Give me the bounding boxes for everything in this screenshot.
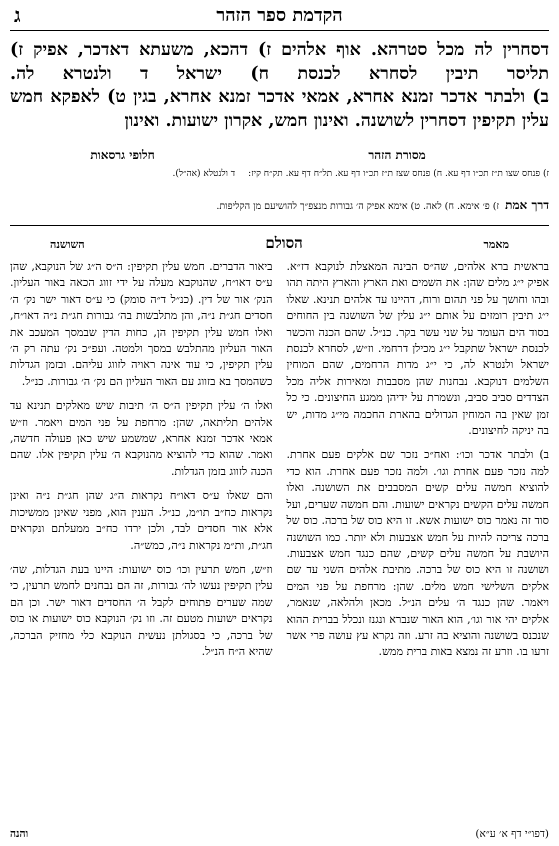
zohar-paragraph-1: דסחרין לה מכל סטרהא. אוף אלהים ז) דהכא, משעתא דאדכר, אפיק ז) תליסר תיבין לסחרא לכנסת ח) ישראל ד ולנטרא לה. xyxy=(10,40,549,84)
chilufei-girsaot xyxy=(10,149,235,181)
masoret-hazohar-text: ז) פנחס שצו ת״ז תכ״ו דף עא. ח) פנחס שצז ת״ז תכ״ו דף עא. תל״ח דף עא. תק״ח קיז: xyxy=(248,169,549,179)
commentary-paragraph: ואלו ה׳ עלין תקיפין ה״ס ה׳ תיבות שיש מאלקים תנינא עד אלהים תליתאה, שהן: מרחפת על פני המים ויאמר. וז״ש אמאי אדכר זמנא אחרא, שמשמע שיש כאן פעולה חדשה, ואמר. שהוא כדי להוציא מהנוקבא ה׳ עלין תקיפין אלו. שהם הכנה לזווג בזמן הגדלות. xyxy=(10,399,273,478)
page-footer xyxy=(10,828,549,840)
running-title: הקדמת ספר הזהר xyxy=(216,5,343,26)
sulam-title: הסולם xyxy=(265,234,303,252)
commentary-header xyxy=(10,234,549,253)
section-divider xyxy=(10,225,549,226)
commentary-paragraph: ב) ולבתר אדכר וכו׳: ואח״כ נזכר שם אלקים פעם אחרת. למה נזכר פעם אחרת וגו׳. ולמה נזכר פעם אחרת. הוא כדי להוציא חמשה עלים קשים המסבבים את השושנה. ואלו חמשה עלים הקשים נקראים ישועות. והם חמשה שערים, ועל סוד זה נאמר כוס ישועות אשא. זו היא כוס של ברכה. כוס של ברכה צריכה להיות על חמש אצבעות ולא יותר. כמו השושנה היושבת על חמשה עלים קשים, שהם כנגד חמש אצבעות. ושושנה זו היא כוס של ברכה. מתיבת אלהים השני עד שם אלקים השלישי חמש מלים. שהן: מרחפת על פני המים ויאמר. שהן כנגד ה׳ עלים הנ״ל. מכאן ולהלאה, שנאמר, אלקים יהי אור וגו׳, הוא האור שנברא ונגנז ונכלל בברית ההוא שנכנס בשושנה והוציא בה זרע. וזה נקרא עץ עושה פרי אשר זרעו בו. וזרע זה נמצא באות ברית ממש. xyxy=(286,448,549,659)
commentary-paragraph: וז״ש, חמש תרעין וכו׳ כוס ישועות: היינו בעת הגדלות, שה׳ עלין תקיפין נעשו לה׳ גבורות, זה הם נבחנים לחמש תרעין, כי שמה שערים פתוחים לקבל ה׳ החסדים דאור ישר. וכן הם נקראים ישועות מטעם זה. וזו נק׳ הנוקבא כוס ישועות או כוס של ברכה, כי בסגולתן נעשית הנוקבא כלי מחזיק הברכה, שהיא ה״ח הנ״ל. xyxy=(10,562,273,658)
derech-emet-label: דרך אמת xyxy=(505,198,549,212)
derech-emet-note xyxy=(10,199,549,213)
commentary-paragraph: ביאור הדברים. חמש עלין תקיפין: ה״ס ה״ג של הנוקבא, שהן ע״ס דאו״ח, שהנוקבא מעלה על ידי זווג הכאה באור העליון. הנק׳ אור של דין. (כנ״ל ד״ה סומק) כי ע״ס דאור ישר נק׳ ה׳ חסדים חג״ת נ״ה, והן מתלבשות בה׳ גבורות חג״ת נ״ה דאו״ח, ואלו חמש עלין תקיפין הן, כחות הדין שבמסך המעכב את האור העליון מהתלבש במסך ולמטה. ועפ״כ נק׳ עתה רק ה׳ עלין תקיפין, כי עוד אינה ראויה לזווג עליהם. ובזמן הגדלות כשהמסך בא בזווג עם האור העליון הם נק׳ ה׳ גבורות. כנ״ל. xyxy=(10,260,273,388)
commentary-left-column xyxy=(10,259,273,669)
sulam-commentary xyxy=(10,259,549,669)
page-header xyxy=(10,0,549,31)
masoret-hazohar xyxy=(245,149,549,181)
chilufei-girsaot-text: ד ולנטלא (אה״ל). xyxy=(172,169,236,179)
commentary-paragraph: והם שאלו ע״ס דאו״ח נקראות ה״ג שהן חג״ת נ״ה ואינן נקראות כח״ב תו״מ, כנ״ל. הענין הוא, מפני שאינן ממשיכות אלא אור חסדים לבד, ולכן ירדו כח״ב ממעלתם ונקראים חג״ת, ות״מ נקראות נ״ה, כמש״ה. xyxy=(10,489,273,552)
textual-apparatus xyxy=(10,149,549,181)
commentary-paragraph: בראשית ברא אלהים, שה״ס הבינה המאצלת לנוקבא דז״א. אפיק י״ג מלים שהן: את השמים ואת הארץ והארץ היתה תהו ובהו וחושך על פני תהום ורוח, דהיינו עד אלהים תנינא. שאלו י״ג תיבין רומזים על אותם י״ג עלין של השושנה בין החוחים בסוד הים העומד על שני עשר בקר. כנ״ל. שהם הכנה והכשר לכנסת ישראל שתקבל י״ג מכילן דרחמי. וז״ש, לסחרא לכנסת ישראל ולנטרא לה, כי י״ג מדות הרחמים, שהם המוחין השלמים דנוקבא. נבחנות שהן מסבבות ומאירות אליה מכל הצדדים סביב סביב, ונשמרת על ידיהן ממגע החיצונים. כי כל זמן שאין בה המוחין הגדולים בהארת החכמה מי״ג מדות, יש בה יניקה לחיצונים. xyxy=(286,260,549,438)
chilufei-girsaot-title: חלופי גרסאות xyxy=(90,148,155,162)
page-letter: ג xyxy=(14,3,21,27)
zohar-main-text xyxy=(10,39,549,133)
maamar-label: מאמר xyxy=(483,238,509,251)
folio-reference: (דפו״י דף א׳ ע״א) xyxy=(475,828,549,840)
shoshana-label: השושנה xyxy=(50,238,85,251)
zohar-paragraph-2 xyxy=(10,86,549,133)
commentary-right-column xyxy=(287,259,550,669)
catchword: והנה xyxy=(10,828,29,840)
derech-emet-text: ז) פ׳ אימא. ח) לאה. ט) אימא אפיק ה׳ גבורות מנצפ״ך להושיעם מן הקליפות. xyxy=(216,201,500,212)
masoret-hazohar-title: מסורת הזהר xyxy=(368,148,426,162)
zohar-paragraph-2-text: ולבתר אדכר זמנא אחרא, אמאי אדכר זמנא אחרא, בגין ט) לאפקא חמש עלין תקיפין דסחרין לשושנה. ואינון חמש, אקרון ישועות. ואינון xyxy=(10,87,549,131)
zohar-paragraph-2-number: ב) xyxy=(532,87,549,107)
